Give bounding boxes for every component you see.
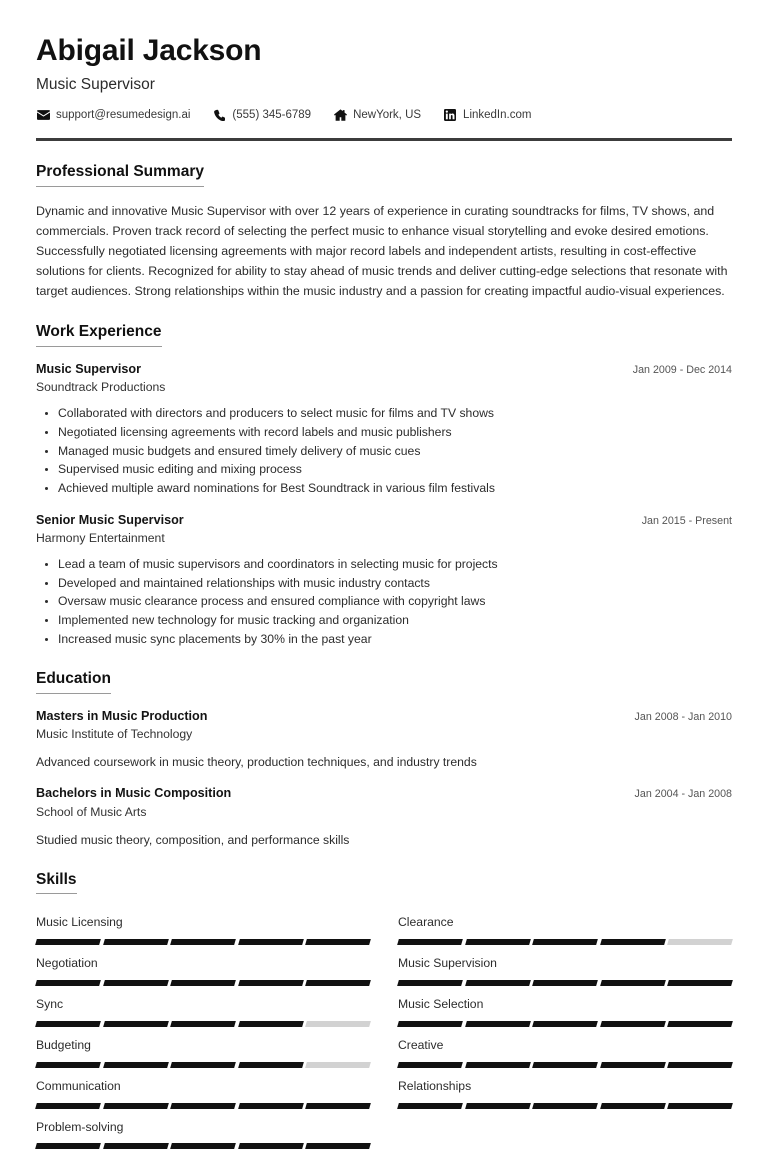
skill-rating-segment (465, 1103, 530, 1109)
skill-label: Budgeting (36, 1037, 91, 1052)
work-entry-head (36, 512, 732, 528)
education-degree: Masters in Music Production (36, 709, 208, 724)
skill-rating-bar (36, 1021, 370, 1027)
skill-rating-segment (668, 1062, 733, 1068)
skills-grid (36, 906, 732, 1151)
work-bullet: Supervised music editing and mixing process (58, 461, 732, 478)
skill-rating-segment (238, 939, 303, 945)
work-bullets (36, 405, 732, 498)
skill-rating-segment (532, 1103, 597, 1109)
skill-item (36, 988, 370, 1029)
skill-rating-segment (238, 980, 303, 986)
work-bullets (36, 556, 732, 649)
skill-label: Clearance (398, 915, 454, 930)
linkedin-icon (443, 108, 457, 121)
skill-rating-segment (35, 1021, 100, 1027)
work-bullet: Implemented new technology for music tracking and organization (58, 612, 732, 629)
skill-rating-segment (35, 1062, 100, 1068)
skill-rating-segment (103, 1143, 168, 1149)
skill-rating-segment (306, 1021, 371, 1027)
skill-rating-segment (668, 1021, 733, 1027)
header-divider (36, 138, 732, 141)
skill-label: Sync (36, 996, 64, 1011)
contact-linkedin-text: LinkedIn.com (463, 108, 532, 121)
skill-rating-segment (306, 939, 371, 945)
work-entry (36, 512, 732, 649)
work-organization: Harmony Entertainment (36, 530, 165, 545)
contact-linkedin[interactable] (443, 108, 531, 121)
candidate-job-title: Music Supervisor (36, 75, 155, 93)
phone-icon (212, 108, 226, 121)
skill-label: Music Supervision (398, 956, 497, 971)
skill-rating-segment (397, 1062, 462, 1068)
skill-rating-segment (103, 1021, 168, 1027)
skill-rating-segment (465, 1062, 530, 1068)
skill-rating-segment (35, 1103, 100, 1109)
envelope-icon (36, 108, 50, 121)
section-professional-summary (36, 163, 732, 301)
home-icon (333, 108, 347, 121)
skill-rating-segment (103, 980, 168, 986)
skill-rating-segment (170, 1103, 235, 1109)
contact-location-text: NewYork, US (353, 108, 422, 121)
skill-rating-segment (600, 1062, 665, 1068)
education-school: Music Institute of Technology (36, 727, 193, 742)
work-bullet: Achieved multiple award nominations for Best Soundtrack in various film festivals (58, 480, 732, 497)
work-organization: Soundtrack Productions (36, 380, 166, 395)
work-bullet: Managed music budgets and ensured timely delivery of music cues (58, 443, 732, 460)
work-date: Jan 2015 - Present (641, 514, 732, 527)
section-work-experience (36, 323, 732, 648)
education-entry (36, 708, 732, 771)
skill-item (36, 1111, 370, 1151)
skill-rating-bar (36, 1062, 370, 1068)
education-school: School of Music Arts (36, 804, 147, 819)
contact-phone[interactable] (212, 108, 311, 121)
work-date: Jan 2009 - Dec 2014 (632, 363, 732, 376)
work-role: Music Supervisor (36, 361, 141, 376)
skill-rating-segment (306, 980, 371, 986)
skill-rating-segment (238, 1143, 303, 1149)
work-entry (36, 361, 732, 498)
skill-item (398, 906, 732, 947)
skill-rating-segment (668, 1103, 733, 1109)
skill-label: Music Licensing (36, 915, 123, 930)
skill-rating-segment (532, 1021, 597, 1027)
education-date: Jan 2004 - Jan 2008 (634, 788, 732, 801)
education-entry-head (36, 785, 732, 801)
candidate-name: Abigail Jackson (36, 34, 262, 67)
education-entry (36, 785, 732, 848)
skill-item (36, 947, 370, 988)
skill-rating-segment (35, 1143, 100, 1149)
skill-rating-segment (668, 939, 733, 945)
section-skills (36, 871, 732, 1151)
section-heading-work: Work Experience (36, 323, 162, 347)
skill-rating-segment (238, 1062, 303, 1068)
skill-item (398, 1070, 732, 1111)
contact-email[interactable] (36, 108, 190, 121)
skill-label: Communication (36, 1078, 121, 1093)
section-heading-education: Education (36, 670, 111, 694)
skill-rating-segment (600, 980, 665, 986)
work-bullet: Developed and maintained relationships with music industry contacts (58, 575, 732, 592)
contact-email-text: support@resumedesign.ai (56, 108, 191, 121)
skill-rating-segment (103, 1103, 168, 1109)
section-heading-skills: Skills (36, 871, 77, 895)
skill-rating-segment (238, 1103, 303, 1109)
skill-rating-segment (170, 980, 235, 986)
contact-phone-text: (555) 345-6789 (232, 108, 312, 121)
resume-header (36, 0, 732, 141)
skill-rating-segment (35, 980, 100, 986)
skill-rating-bar (398, 1062, 732, 1068)
contact-row (36, 108, 732, 121)
skill-rating-segment (397, 1103, 462, 1109)
skill-rating-segment (170, 1143, 235, 1149)
skill-rating-segment (35, 939, 100, 945)
skill-label: Problem-solving (36, 1119, 124, 1134)
skill-rating-segment (532, 939, 597, 945)
skill-rating-segment (600, 939, 665, 945)
skill-item (398, 1111, 732, 1151)
skill-rating-bar (36, 1103, 370, 1109)
education-description: Studied music theory, composition, and performance skills (36, 832, 350, 847)
skill-rating-bar (398, 1021, 732, 1027)
work-bullet: Increased music sync placements by 30% in the past year (58, 631, 732, 648)
skill-rating-bar (36, 1143, 370, 1149)
education-description: Advanced coursework in music theory, production techniques, and industry trends (36, 755, 477, 770)
contact-location[interactable] (333, 108, 421, 121)
skill-rating-segment (532, 1062, 597, 1068)
skill-rating-segment (103, 939, 168, 945)
skill-rating-segment (465, 1021, 530, 1027)
skill-rating-segment (465, 980, 530, 986)
skill-rating-segment (600, 1103, 665, 1109)
work-bullet: Negotiated licensing agreements with record labels and music publishers (58, 424, 732, 441)
skill-rating-segment (306, 1143, 371, 1149)
skill-item (36, 1070, 370, 1111)
skill-item (398, 947, 732, 988)
skill-rating-bar (398, 939, 732, 945)
work-bullet: Oversaw music clearance process and ensured compliance with copyright laws (58, 593, 732, 610)
skill-rating-segment (306, 1062, 371, 1068)
skill-label: Creative (398, 1037, 444, 1052)
skill-rating-segment (170, 1021, 235, 1027)
skill-rating-segment (600, 1021, 665, 1027)
skill-rating-segment (103, 1062, 168, 1068)
skill-item (398, 1029, 732, 1070)
skill-rating-bar (398, 980, 732, 986)
section-education (36, 670, 732, 848)
skill-rating-segment (170, 1062, 235, 1068)
education-entry-head (36, 708, 732, 724)
skill-label: Relationships (398, 1078, 472, 1093)
skill-rating-bar (398, 1103, 732, 1109)
skill-rating-segment (170, 939, 235, 945)
skill-rating-segment (668, 980, 733, 986)
skill-rating-segment (397, 1021, 462, 1027)
skill-label: Music Selection (398, 996, 484, 1011)
work-bullet: Collaborated with directors and producers to select music for films and TV shows (58, 405, 732, 422)
skill-rating-segment (397, 980, 462, 986)
work-role: Senior Music Supervisor (36, 512, 184, 527)
skill-rating-segment (465, 939, 530, 945)
skill-rating-segment (238, 1021, 303, 1027)
skill-item (36, 1029, 370, 1070)
skill-item (36, 906, 370, 947)
section-heading-summary: Professional Summary (36, 163, 204, 187)
skill-label: Negotiation (36, 956, 98, 971)
skill-rating-bar (36, 980, 370, 986)
skill-rating-segment (532, 980, 597, 986)
education-degree: Bachelors in Music Composition (36, 786, 232, 801)
skill-item (398, 988, 732, 1029)
skill-rating-segment (397, 939, 462, 945)
summary-text: Dynamic and innovative Music Supervisor with over 12 years of experience in curating soundtracks for films, TV shows, and commercials. Proven track record of selecting the perfect music to enhance visual storytelling and evoke desired emotions. Successfully negotiated licensing agreements with major record labels and independent artists, resulting in cost-effective solutions for clients. Recognized for ability to stay ahead of music trends and deliver cutting-edge selections that resonate with target audiences. Strong relationships within the music industry and a passion for creating impactful audio-visual experiences. (36, 203, 728, 299)
skill-rating-segment (306, 1103, 371, 1109)
education-date: Jan 2008 - Jan 2010 (634, 711, 732, 724)
work-entry-head (36, 361, 732, 377)
skill-rating-bar (36, 939, 370, 945)
work-bullet: Lead a team of music supervisors and coordinators in selecting music for projects (58, 556, 732, 573)
